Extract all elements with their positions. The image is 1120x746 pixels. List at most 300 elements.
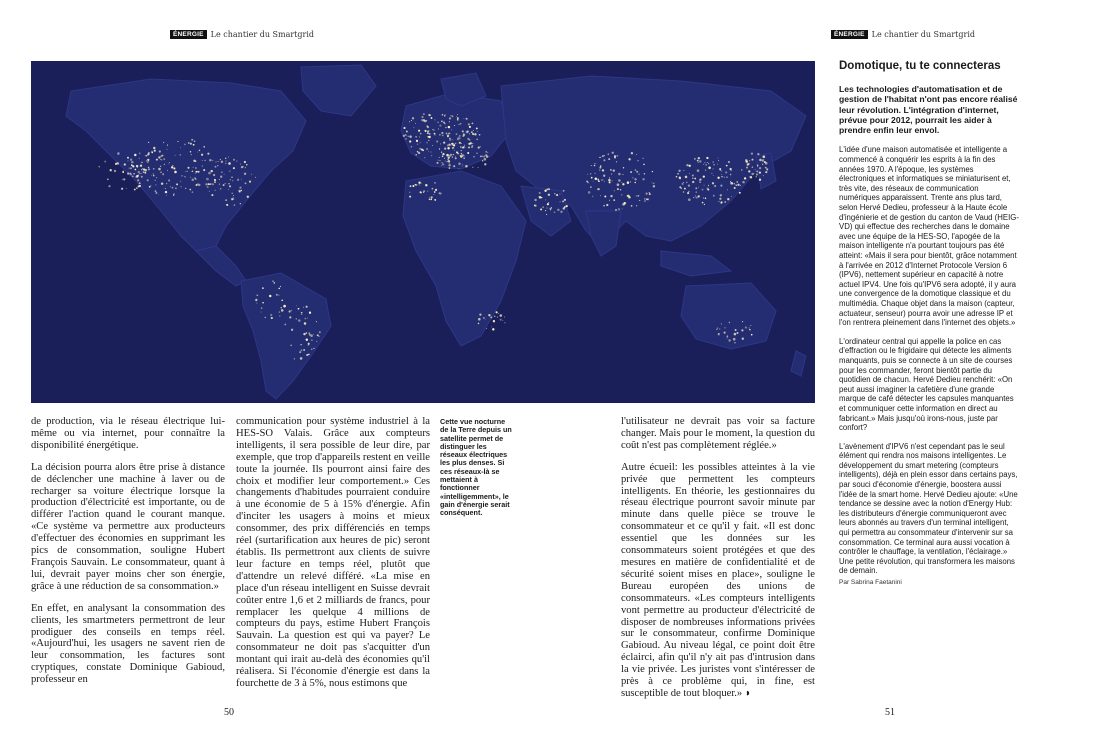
city-light [207, 186, 209, 188]
city-light [457, 138, 459, 140]
city-light [124, 163, 126, 165]
city-light [708, 163, 709, 164]
city-light [653, 183, 655, 185]
city-light [699, 179, 701, 181]
city-light [280, 286, 281, 287]
city-light [265, 317, 266, 318]
city-light [597, 179, 599, 181]
city-light [167, 170, 168, 171]
city-light [737, 184, 739, 186]
city-light [278, 288, 280, 290]
city-light [476, 139, 477, 140]
city-light [651, 182, 652, 183]
city-light [637, 160, 638, 161]
city-light [138, 185, 140, 187]
city-light [155, 190, 157, 192]
city-light [430, 151, 431, 152]
city-light [184, 176, 186, 178]
city-light [482, 160, 483, 161]
city-light [442, 135, 444, 137]
city-light [117, 152, 120, 155]
city-light [752, 159, 754, 161]
city-light [559, 193, 560, 194]
city-light [161, 182, 163, 184]
city-light [405, 134, 406, 135]
city-light [745, 326, 747, 328]
city-light [151, 151, 153, 153]
city-light [153, 173, 155, 175]
city-light [703, 175, 705, 177]
city-light [463, 133, 464, 134]
city-light [469, 133, 470, 134]
city-light [135, 176, 136, 177]
city-light [262, 302, 264, 304]
city-light [612, 152, 614, 154]
city-light [220, 188, 222, 190]
city-light [131, 161, 134, 164]
city-light [483, 156, 485, 158]
city-light [439, 192, 441, 194]
city-light [163, 158, 165, 160]
city-light [311, 349, 312, 350]
city-light [276, 294, 278, 296]
city-light [463, 118, 464, 119]
city-light [134, 189, 136, 191]
city-light [290, 345, 291, 346]
city-light [196, 171, 197, 172]
city-light [457, 119, 459, 121]
city-light [427, 191, 428, 192]
city-light [256, 303, 257, 304]
city-light [602, 169, 604, 171]
city-light [420, 191, 422, 193]
city-light [601, 179, 603, 181]
city-light [694, 158, 696, 160]
city-light [439, 157, 440, 158]
city-light [190, 143, 192, 145]
city-light [562, 200, 564, 202]
city-light [500, 319, 502, 321]
city-light [540, 208, 542, 210]
city-light [294, 358, 295, 359]
city-light [630, 171, 632, 173]
city-light [468, 146, 470, 148]
city-light [212, 183, 214, 185]
city-light [418, 152, 420, 154]
world-map-image [31, 61, 815, 403]
city-light [767, 170, 768, 171]
paragraph: En effet, en analysant la consommation des clients, les smartmeters permettront de leur prodiguer des conseils en temps réel. «Aujourd'hui, les usagers ne savent rien de leur consommation, les factures sont cryptiques, constate Dominique Gabioud, professeur en [31, 602, 225, 686]
city-light [542, 206, 544, 208]
city-light [306, 338, 308, 340]
city-light [139, 173, 140, 174]
city-light [485, 319, 486, 320]
city-light [428, 136, 430, 138]
city-light [419, 184, 420, 185]
city-light [717, 158, 718, 159]
city-light [440, 143, 441, 144]
city-light [763, 159, 764, 160]
city-light [586, 180, 588, 182]
city-light [534, 205, 536, 207]
city-light [158, 156, 160, 158]
city-light [432, 188, 434, 190]
city-light [260, 311, 261, 312]
city-light [726, 165, 728, 167]
city-light [621, 182, 622, 183]
city-light [225, 183, 226, 184]
city-light [169, 162, 170, 163]
city-light [472, 133, 474, 135]
city-light [636, 205, 637, 206]
city-light [621, 194, 622, 195]
city-light [467, 130, 469, 132]
city-light [301, 313, 303, 315]
city-light [653, 185, 655, 187]
city-light [431, 117, 433, 119]
city-light [121, 188, 123, 190]
city-light [153, 147, 155, 149]
city-light [727, 198, 729, 200]
city-light [185, 171, 186, 172]
city-light [652, 171, 653, 172]
city-light [180, 186, 181, 187]
city-light [303, 349, 305, 351]
city-light [752, 166, 754, 168]
city-light [229, 185, 231, 187]
city-light [609, 181, 611, 183]
city-light [228, 183, 229, 184]
city-light [636, 195, 637, 196]
city-light [167, 144, 168, 145]
city-light [160, 155, 162, 157]
city-light [441, 132, 443, 134]
city-light [203, 146, 204, 147]
city-light [168, 179, 170, 181]
city-light [719, 168, 721, 170]
city-light [232, 197, 235, 200]
city-light [415, 136, 416, 137]
city-light [434, 119, 435, 120]
city-light [229, 171, 230, 172]
city-light [196, 184, 198, 186]
city-light [301, 312, 302, 313]
city-light [310, 334, 313, 337]
city-light [751, 152, 753, 154]
city-light [421, 149, 423, 151]
city-light [765, 167, 767, 169]
city-light [687, 192, 689, 194]
city-light [560, 211, 562, 213]
city-light [107, 179, 108, 180]
city-light [683, 191, 684, 192]
city-light [631, 152, 633, 154]
city-light [610, 195, 612, 197]
city-light [451, 143, 452, 144]
city-light [448, 160, 450, 162]
city-light [763, 155, 766, 158]
city-light [462, 156, 463, 157]
city-light [471, 145, 473, 147]
city-light [469, 139, 471, 141]
city-light [438, 129, 439, 130]
city-light [278, 295, 279, 296]
city-light [698, 157, 700, 159]
city-light [447, 147, 449, 149]
city-light [130, 167, 132, 169]
city-light [424, 157, 425, 158]
city-light [730, 170, 732, 172]
city-light [448, 133, 450, 135]
city-light [458, 136, 459, 137]
city-light [603, 180, 604, 181]
city-light [600, 195, 601, 196]
city-light [193, 160, 195, 162]
city-light [484, 163, 486, 165]
city-light [159, 150, 161, 152]
city-light [170, 186, 171, 187]
city-light [434, 134, 435, 135]
sidebar-lead: Les technologies d'automatisation et de gestion de l'habitat n'ont pas encore réalisé leur révolution. L'intégration d'internet, prévue pour 2012, pourrait les aider à prendre enfin leur envol. [839, 84, 1018, 136]
city-light [412, 117, 414, 119]
city-light [149, 154, 150, 155]
city-light [698, 187, 699, 188]
city-light [632, 177, 633, 178]
city-light [425, 184, 427, 186]
city-light [458, 168, 459, 169]
city-light [251, 174, 252, 175]
city-light [131, 164, 133, 166]
city-light [476, 127, 478, 129]
city-light [611, 173, 612, 174]
city-light [262, 287, 264, 289]
city-light [451, 144, 453, 146]
city-light [614, 155, 616, 157]
city-light [126, 188, 127, 189]
city-light [198, 171, 200, 173]
city-light [472, 167, 473, 168]
city-light [212, 160, 213, 161]
city-light [435, 189, 437, 191]
city-light [618, 179, 621, 182]
city-light [755, 169, 756, 170]
city-light [168, 163, 169, 164]
paragraph: de production, via le réseau électrique lui-même ou via internet, pour connaître la disponibilité énergétique. [31, 416, 225, 451]
city-light [208, 183, 210, 185]
city-light [720, 194, 722, 196]
city-light [504, 316, 505, 317]
city-light [199, 150, 200, 151]
city-light [613, 169, 615, 171]
city-light [731, 196, 732, 197]
city-light [139, 183, 140, 184]
city-light [410, 185, 412, 187]
city-light [213, 174, 215, 176]
city-light [214, 181, 216, 183]
city-light [759, 171, 761, 173]
city-light [751, 334, 753, 336]
city-light [622, 183, 624, 185]
city-light [545, 199, 546, 200]
city-light [726, 176, 728, 178]
city-light [140, 165, 142, 167]
city-light [220, 159, 221, 160]
city-light [225, 158, 226, 159]
city-light [215, 166, 217, 168]
running-title: Le chantier du Smartgrid [210, 30, 315, 39]
city-light [221, 161, 223, 163]
city-light [403, 135, 405, 137]
city-light [646, 198, 648, 200]
city-light [688, 198, 691, 201]
city-light [179, 154, 180, 155]
city-light [749, 160, 750, 161]
city-light [307, 318, 308, 319]
city-light [713, 164, 715, 166]
city-light [496, 311, 498, 313]
city-light [493, 320, 495, 322]
city-light [627, 182, 629, 184]
city-light [609, 200, 610, 201]
city-light [603, 175, 605, 177]
city-light [409, 196, 411, 198]
paragraph: La décision pourra alors être prise à distance de déclencher une machine à laver ou de recharger sa voiture électrique lorsque la production d'électricité est importante, ou de différer l'action quand le courant manque. «Ce système va permettre aux producteurs d'effectuer des économies en supprimant les pics de consommation, souligne Hubert François Sauvain. Le consommateur, quant à lui, devrait payer moins cher son énergie, grâce à une réduction de sa consommation.» [31, 461, 225, 592]
city-light [649, 192, 650, 193]
city-light [452, 139, 453, 140]
city-light [590, 173, 592, 175]
city-light [150, 185, 151, 186]
city-light [766, 168, 768, 170]
city-light [304, 318, 306, 320]
city-light [682, 183, 684, 185]
city-light [165, 188, 166, 189]
city-light [165, 191, 167, 193]
city-light [724, 177, 725, 178]
city-light [550, 208, 551, 209]
city-light [462, 146, 464, 148]
city-light [704, 185, 705, 186]
city-light [725, 171, 727, 173]
city-light [303, 333, 305, 335]
city-light [472, 143, 473, 144]
city-light [644, 173, 646, 175]
city-light [427, 132, 429, 134]
city-light [430, 199, 432, 201]
city-light [725, 327, 726, 328]
city-light [191, 154, 192, 155]
city-light [478, 318, 481, 321]
city-light [557, 209, 559, 211]
city-light [544, 190, 546, 192]
city-light [603, 159, 605, 161]
city-light [696, 196, 698, 198]
city-light [110, 169, 112, 171]
city-light [256, 294, 258, 296]
city-light [539, 192, 541, 194]
city-light [730, 181, 731, 182]
city-light [708, 185, 709, 186]
city-light [466, 118, 468, 120]
city-light [483, 317, 485, 319]
city-light [692, 178, 693, 179]
city-light [644, 200, 645, 201]
city-light [618, 208, 620, 210]
city-light [465, 165, 468, 168]
city-light [240, 164, 241, 165]
city-light [763, 175, 764, 176]
city-light [416, 184, 418, 186]
city-light [746, 167, 748, 169]
city-light [449, 139, 451, 141]
city-light [468, 123, 470, 125]
city-light [697, 160, 699, 162]
city-light [454, 125, 455, 126]
city-light [564, 206, 566, 208]
city-light [130, 174, 132, 176]
city-light [240, 203, 241, 204]
sidebar-paragraph: L'idée d'une maison automatisée et intelligente a commencé à conquérir les esprits à la fin des années 1970. A l'époque, les systèmes électroniques et informatiques se miniaturisent et, très vite, des réseaux de communication numériques apparaissent. Trente ans plus tard, selon Hervé Dedieu, professeur à la Haute école d'ingénierie et de gestion du canton de Vaud (HEIG-VD) qui effectue des recherches dans le domaine avec une équipe de la HES-SO, l'apogée de la maison intelligente n'a pourtant toujours pas été atteint: «Mais il sera pour bientôt, grâce notamment à l'arrivée en 2012 d'Internet Protocole Version 6 (IPV6), nettement supérieur en capacité à notre actuel IPV4. Une fois qu'IPV6 sera adopté, il y aura une convergence de la domotique classique et du multimédia. Chaque objet dans la maison (capteur, actuateur, senseur) pourra avoir une adresse IP et l'on rentrera pleinement dans l'internet des objets.» [839, 145, 1019, 328]
city-light [271, 317, 273, 319]
city-light [554, 211, 556, 213]
city-light [616, 161, 617, 162]
city-light [99, 166, 100, 167]
city-light [587, 174, 588, 175]
city-light [156, 159, 158, 161]
city-light [639, 200, 640, 201]
city-light [757, 153, 759, 155]
city-light [423, 113, 424, 114]
city-light [624, 202, 626, 204]
city-light [713, 162, 714, 163]
sidebar-title: Domotique, tu te connecteras [839, 60, 1001, 72]
city-light [707, 162, 708, 163]
city-light [616, 155, 618, 157]
city-light [189, 189, 191, 191]
city-light [423, 192, 424, 193]
city-light [747, 164, 749, 166]
city-light [116, 162, 119, 165]
city-light [148, 168, 150, 170]
city-light [688, 191, 689, 192]
city-light [591, 177, 593, 179]
city-light [436, 140, 438, 142]
city-light [127, 157, 129, 159]
city-light [217, 165, 218, 166]
city-light [439, 125, 441, 127]
city-light [594, 165, 596, 167]
city-light [207, 153, 209, 155]
city-light [281, 299, 283, 301]
city-light [717, 328, 718, 329]
city-light [172, 187, 174, 189]
city-light [210, 170, 212, 172]
city-light [478, 147, 480, 149]
city-light [742, 181, 745, 184]
city-light [740, 185, 741, 186]
city-light [231, 176, 233, 178]
city-light [279, 315, 280, 316]
city-light [634, 169, 636, 171]
city-light [703, 164, 704, 165]
city-light [649, 193, 651, 195]
city-light [426, 148, 428, 150]
city-light [244, 173, 246, 175]
city-light [742, 337, 744, 339]
city-light [472, 123, 474, 125]
city-light [241, 166, 243, 168]
city-light [473, 156, 475, 158]
city-light [453, 144, 455, 146]
